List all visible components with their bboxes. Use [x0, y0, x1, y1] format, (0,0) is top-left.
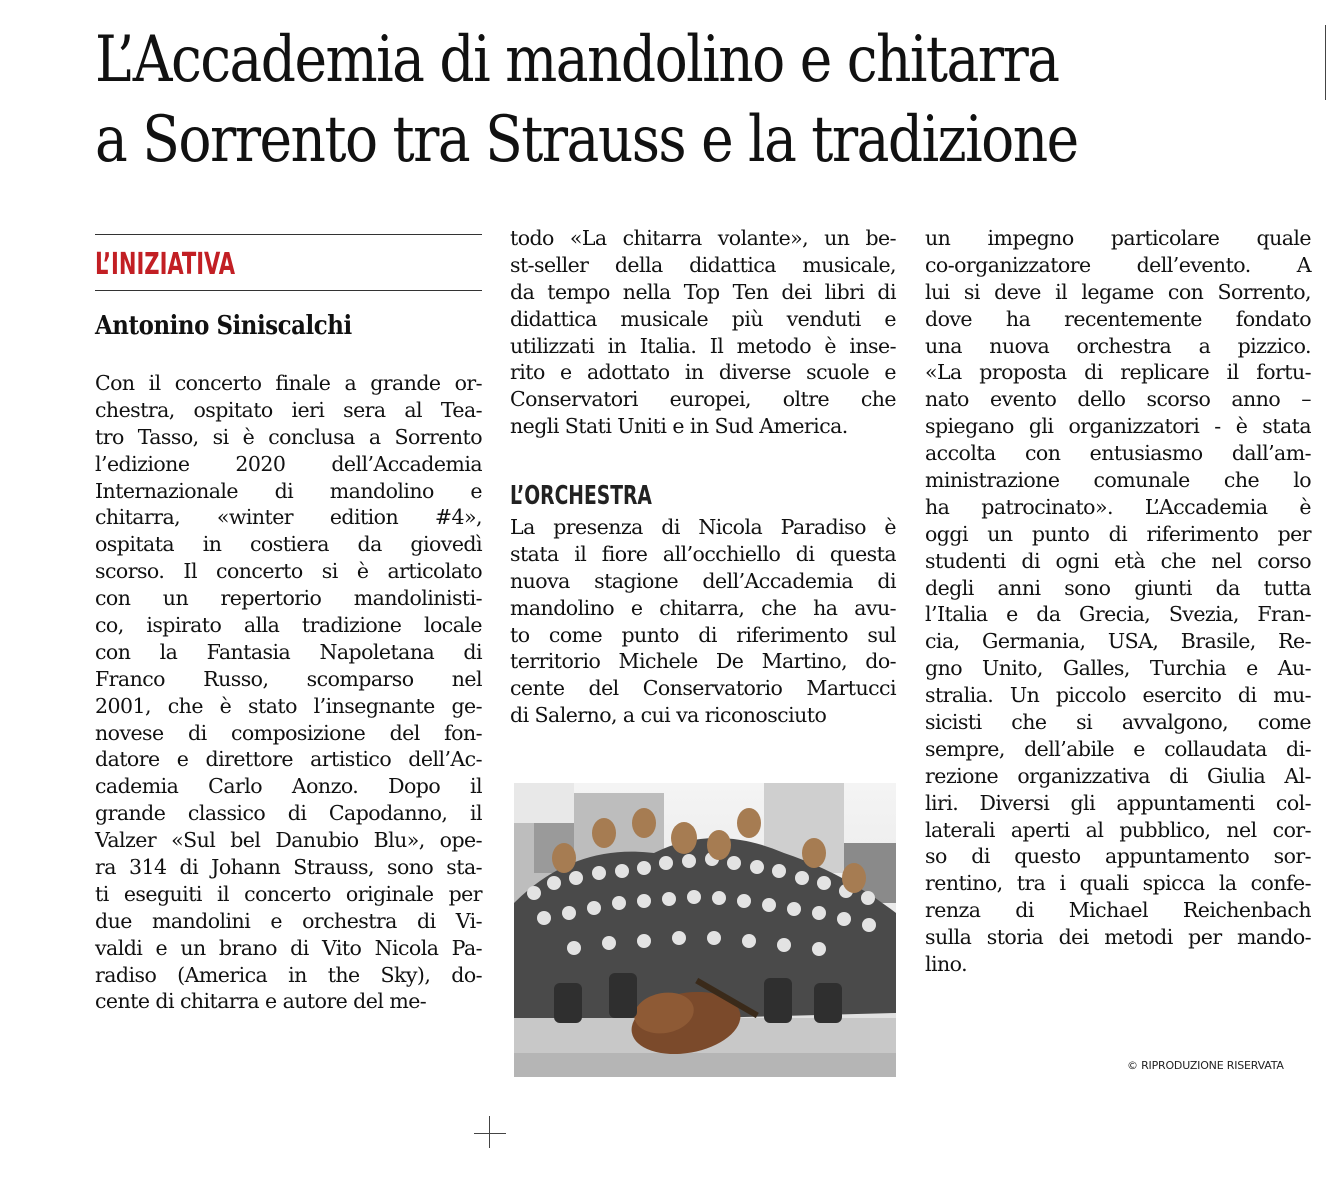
text-line: renza di Michael Reichenbach	[925, 898, 1311, 923]
text-line: «La proposta di replicare il fortu-	[925, 360, 1311, 385]
text-line: degli anni sono giunti da tutta	[925, 575, 1311, 600]
crop-mark-vertical	[489, 1116, 490, 1148]
text-line: Internazionale di mandolino e	[95, 478, 482, 503]
text-line: un impegno particolare quale	[925, 226, 1311, 250]
text-line: con la Fantasia Napoletana di	[95, 639, 482, 664]
text-line: mandolino e chitarra, che ha avu-	[510, 595, 896, 620]
text-line: oggi un punto di riferimento per	[925, 521, 1311, 546]
orchestra-photo-image	[514, 783, 896, 1077]
text-line: accolta con entusiasmo dall’am-	[925, 441, 1311, 466]
kicker-top-rule	[95, 234, 482, 235]
headline	[95, 20, 1149, 180]
text-line: Franco Russo, scomparso nel	[95, 666, 482, 691]
article-column-3	[925, 225, 1311, 978]
text-line: st-seller della didattica musicale,	[510, 252, 896, 277]
text-line: tro Tasso, si è conclusa a Sorrento	[95, 424, 482, 449]
text-line: rezione organizzativa di Giulia Al-	[925, 763, 1311, 788]
byline: Antonino Siniscalchi	[95, 311, 352, 341]
text-line: sulla storia dei metodi per mando-	[925, 925, 1311, 950]
text-line: so di questo appuntamento sor-	[925, 844, 1311, 869]
text-line: cia, Germania, USA, Brasile, Re-	[925, 629, 1311, 654]
text-line: l’edizione 2020 dell’Accademia	[95, 451, 482, 476]
text-line: stata il fiore all’occhiello di questa	[510, 541, 896, 566]
headline-line: L’Accademia di mandolino e chitarra	[95, 23, 1059, 97]
text-line: grande classico di Capodanno, il	[95, 801, 482, 826]
kicker: L’INIZIATIVA	[95, 247, 236, 282]
text-line: scorso. Il concerto si è articolato	[95, 559, 482, 584]
section-subhead: L’ORCHESTRA	[510, 481, 652, 511]
text-line: una nuova orchestra a pizzico.	[925, 333, 1311, 358]
text-line: dove ha recentemente fondato	[925, 306, 1311, 331]
text-line: gno Unito, Galles, Turchia e Au-	[925, 656, 1311, 681]
text-line: di Salerno, a cui va riconosciuto	[510, 703, 827, 728]
text-line: liri. Diversi gli appuntamenti col-	[925, 790, 1311, 815]
text-line: negli Stati Uniti e in Sud America.	[510, 414, 848, 439]
text-line: La presenza di Nicola Paradiso è	[510, 515, 896, 539]
text-line: utilizzati in Italia. Il metodo è inse-	[510, 333, 896, 358]
text-line: studenti di ogni età che nel corso	[925, 548, 1311, 573]
text-line: cademia Carlo Aonzo. Dopo il	[95, 774, 482, 799]
text-line: Valzer «Sul bel Danubio Blu», ope-	[95, 828, 482, 853]
text-line: Conservatori europei, oltre che	[510, 387, 896, 412]
text-line: chitarra, «winter edition #4»,	[95, 505, 482, 530]
kicker-bottom-rule	[95, 290, 482, 291]
text-line: cente del Conservatorio Martucci	[510, 676, 896, 701]
text-line: ra 314 di Johann Strauss, sono sta-	[95, 855, 482, 880]
article-column-2-top	[510, 225, 896, 440]
text-line: co-organizzatore dell’evento. A	[925, 252, 1311, 277]
text-line: co, ispirato alla tradizione locale	[95, 613, 482, 638]
orchestra-photo	[514, 783, 896, 1077]
article-column-2-bottom	[510, 514, 896, 729]
text-line: lui si deve il legame con Sorrento,	[925, 279, 1311, 304]
text-line: laterali aperti al pubblico, nel cor-	[925, 817, 1311, 842]
text-line: chestra, ospitato ieri sera al Tea-	[95, 397, 482, 422]
text-line: spiegano gli organizzatori - è stata	[925, 414, 1311, 439]
text-line: datore e direttore artistico dell’Ac-	[95, 747, 482, 772]
text-line: da tempo nella Top Ten dei libri di	[510, 279, 896, 304]
page-edge-mark	[1325, 25, 1326, 100]
text-line: nato evento dello scorso anno –	[925, 387, 1311, 412]
text-line: rito e adottato in diverse scuole e	[510, 360, 896, 385]
headline-line: a Sorrento tra Strauss e la tradizione	[95, 103, 1078, 177]
text-line: stralia. Un piccolo esercito di mu-	[925, 683, 1311, 708]
text-line: nuova stagione dell’Accademia di	[510, 568, 896, 593]
text-line: to come punto di riferimento sul	[510, 622, 896, 647]
text-line: rentino, tra i quali spicca la confe-	[925, 871, 1311, 896]
text-line: valdi e un brano di Vito Nicola Pa-	[95, 935, 482, 960]
text-line: ospitata in costiera da giovedì	[95, 532, 482, 557]
text-line: lino.	[925, 952, 968, 977]
article-column-1	[95, 370, 482, 1015]
text-line: sempre, dell’abile e collaudata di-	[925, 736, 1311, 761]
text-line: Con il concerto finale a grande or-	[95, 371, 482, 395]
text-line: radiso (America in the Sky), do-	[95, 962, 482, 987]
copyright-notice: © RIPRODUZIONE RISERVATA	[1127, 1059, 1284, 1072]
text-line: sicisti che si avvalgono, come	[925, 710, 1311, 735]
text-line: ha patrocinato». L’Accademia è	[925, 494, 1311, 519]
text-line: novese di composizione del fon-	[95, 720, 482, 745]
text-line: 2001, che è stato l’insegnante ge-	[95, 693, 482, 718]
text-line: cente di chitarra e autore del me-	[95, 989, 427, 1014]
crop-mark-horizontal	[474, 1133, 506, 1134]
text-line: territorio Michele De Martino, do-	[510, 649, 896, 674]
text-line: l’Italia e da Grecia, Svezia, Fran-	[925, 602, 1311, 627]
text-line: ministrazione comunale che lo	[925, 468, 1311, 493]
text-line: todo «La chitarra volante», un be-	[510, 226, 896, 250]
text-line: didattica musicale più venduti e	[510, 306, 896, 331]
text-line: due mandolini e orchestra di Vi-	[95, 908, 482, 933]
text-line: ti eseguiti il concerto originale per	[95, 881, 482, 906]
text-line: con un repertorio mandolinisti-	[95, 586, 482, 611]
